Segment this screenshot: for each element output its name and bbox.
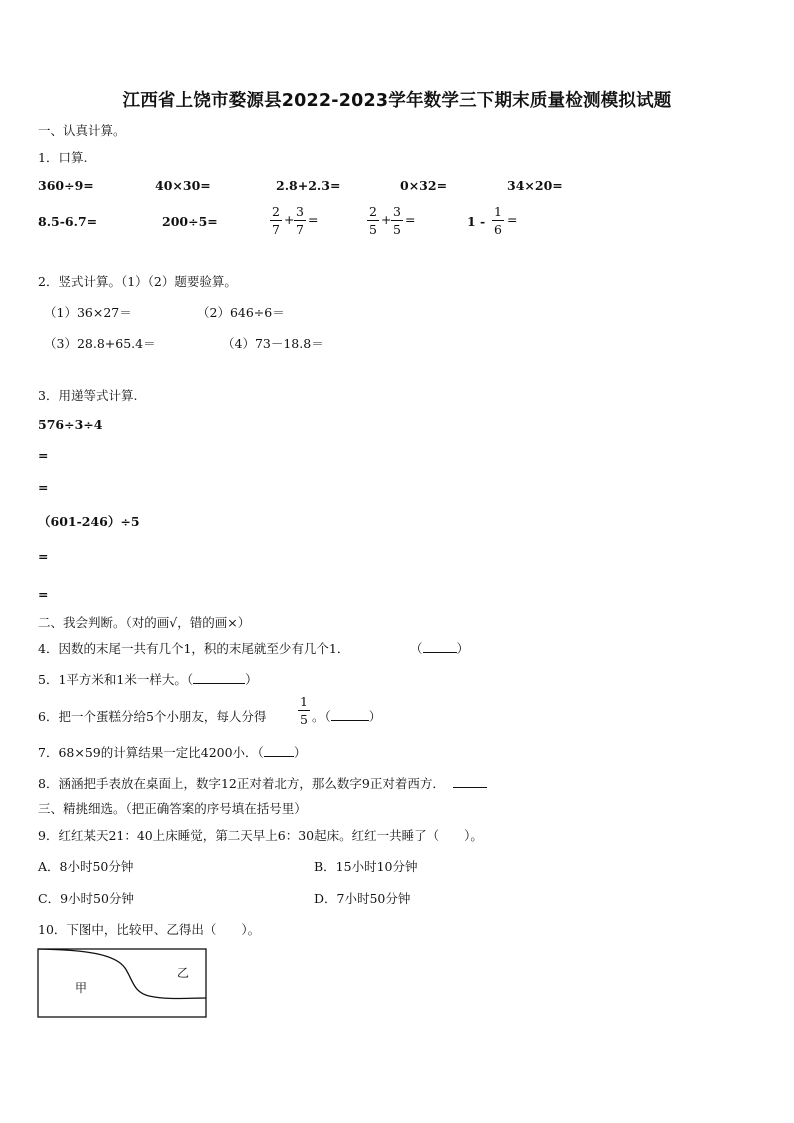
question-3-label: 3．用递等式计算. xyxy=(38,388,138,403)
fraction: 3 5 xyxy=(391,204,403,237)
answer-blank[interactable] xyxy=(264,756,294,757)
paren-open: （ xyxy=(410,641,423,656)
vertical-calc-item: （4）73－18.8＝ xyxy=(222,336,324,351)
question-7 xyxy=(38,743,306,761)
fraction: 2 5 xyxy=(367,204,379,237)
vertical-calc-item: （3）28.8+65.4＝ xyxy=(44,336,156,351)
calc-item: 360÷9= xyxy=(38,178,94,193)
question-6-suffix: 。（ xyxy=(312,709,331,724)
question-5-text: 5．1平方米和1米一样大。（ xyxy=(38,672,194,687)
vertical-calc-item: （1）36×27＝ xyxy=(44,305,132,320)
section-1-heading: 一、认真计算。 xyxy=(38,123,126,138)
equals-line: = xyxy=(38,549,49,564)
fraction: 2 7 xyxy=(270,204,282,237)
option-d[interactable]: D．7小时50分钟 xyxy=(314,891,411,906)
question-9-text: 9．红红某天21：40上床睡觉，第二天早上6：30起床。红红一共睡了（ ）。 xyxy=(38,828,483,843)
comparison-figure xyxy=(37,948,208,1019)
calc-item: 40×30= xyxy=(155,178,211,193)
figure-border xyxy=(38,949,206,1017)
question-10-text: 10．下图中，比较甲、乙得出（ ）。 xyxy=(38,922,261,937)
expression-2: （601-246）÷5 xyxy=(38,514,140,529)
equals-sign: = xyxy=(507,212,518,227)
question-4-text: 4．因数的末尾一共有几个1，积的末尾就至少有几个1． xyxy=(38,641,350,656)
section-2-heading: 二、我会判断。（对的画√，错的画×） xyxy=(38,615,251,630)
calc-item: 0×32= xyxy=(400,178,448,193)
answer-blank[interactable] xyxy=(193,683,245,684)
fraction: 1 6 xyxy=(492,204,504,237)
question-6-tail xyxy=(312,707,381,725)
question-2-label: 2．竖式计算。（1）（2）题要验算。 xyxy=(38,274,237,289)
operator: + xyxy=(381,212,392,227)
calc-item: 34×20= xyxy=(507,178,563,193)
equals-sign: = xyxy=(405,212,416,227)
question-4 xyxy=(38,639,349,657)
label-yi: 乙 xyxy=(177,966,190,980)
question-1-label: 1．口算. xyxy=(38,150,88,165)
equals-line: = xyxy=(38,587,49,602)
page-title: 江西省上饶市婺源县2022-2023学年数学三下期末质量检测模拟试题 xyxy=(122,91,672,111)
answer-paren[interactable] xyxy=(410,639,469,657)
vertical-calc-item: （2）646÷6＝ xyxy=(197,305,285,320)
fraction: 3 7 xyxy=(294,204,306,237)
operator: + xyxy=(284,212,295,227)
fraction: 1 5 xyxy=(298,694,310,727)
answer-blank[interactable] xyxy=(423,652,457,653)
calc-item: 2.8+2.3= xyxy=(276,178,341,193)
equals-line: = xyxy=(38,480,49,495)
expression-1: 576÷3÷4 xyxy=(38,417,103,432)
paren-close: ） xyxy=(456,641,470,656)
paren-close: ） xyxy=(245,672,258,687)
question-7-text: 7．68×59的计算结果一定比4200小．（ xyxy=(38,745,264,760)
paren-close: ） xyxy=(368,709,382,724)
question-6-text: 6．把一个蛋糕分给5个小朋友，每人分得 xyxy=(38,709,267,724)
question-5 xyxy=(38,670,258,688)
question-8 xyxy=(38,774,487,792)
option-b[interactable]: B．15小时10分钟 xyxy=(314,859,418,874)
equals-sign: = xyxy=(308,212,319,227)
equals-line: = xyxy=(38,448,49,463)
calc-item: 8.5-6.7= xyxy=(38,214,98,229)
whole-number: 1 - xyxy=(467,214,486,229)
answer-blank[interactable] xyxy=(453,787,487,788)
paren-close: ） xyxy=(293,745,307,760)
answer-blank[interactable] xyxy=(331,720,369,721)
label-jia: 甲 xyxy=(75,981,88,995)
option-c[interactable]: C．9小时50分钟 xyxy=(38,891,134,906)
section-3-heading: 三、精挑细选。（把正确答案的序号填在括号里） xyxy=(38,801,307,816)
calc-item: 200÷5= xyxy=(162,214,218,229)
question-8-text: 8．涵涵把手表放在桌面上，数字12正对着北方，那么数字9正对着西方． xyxy=(38,776,445,791)
option-a[interactable]: A．8小时50分钟 xyxy=(38,859,134,874)
